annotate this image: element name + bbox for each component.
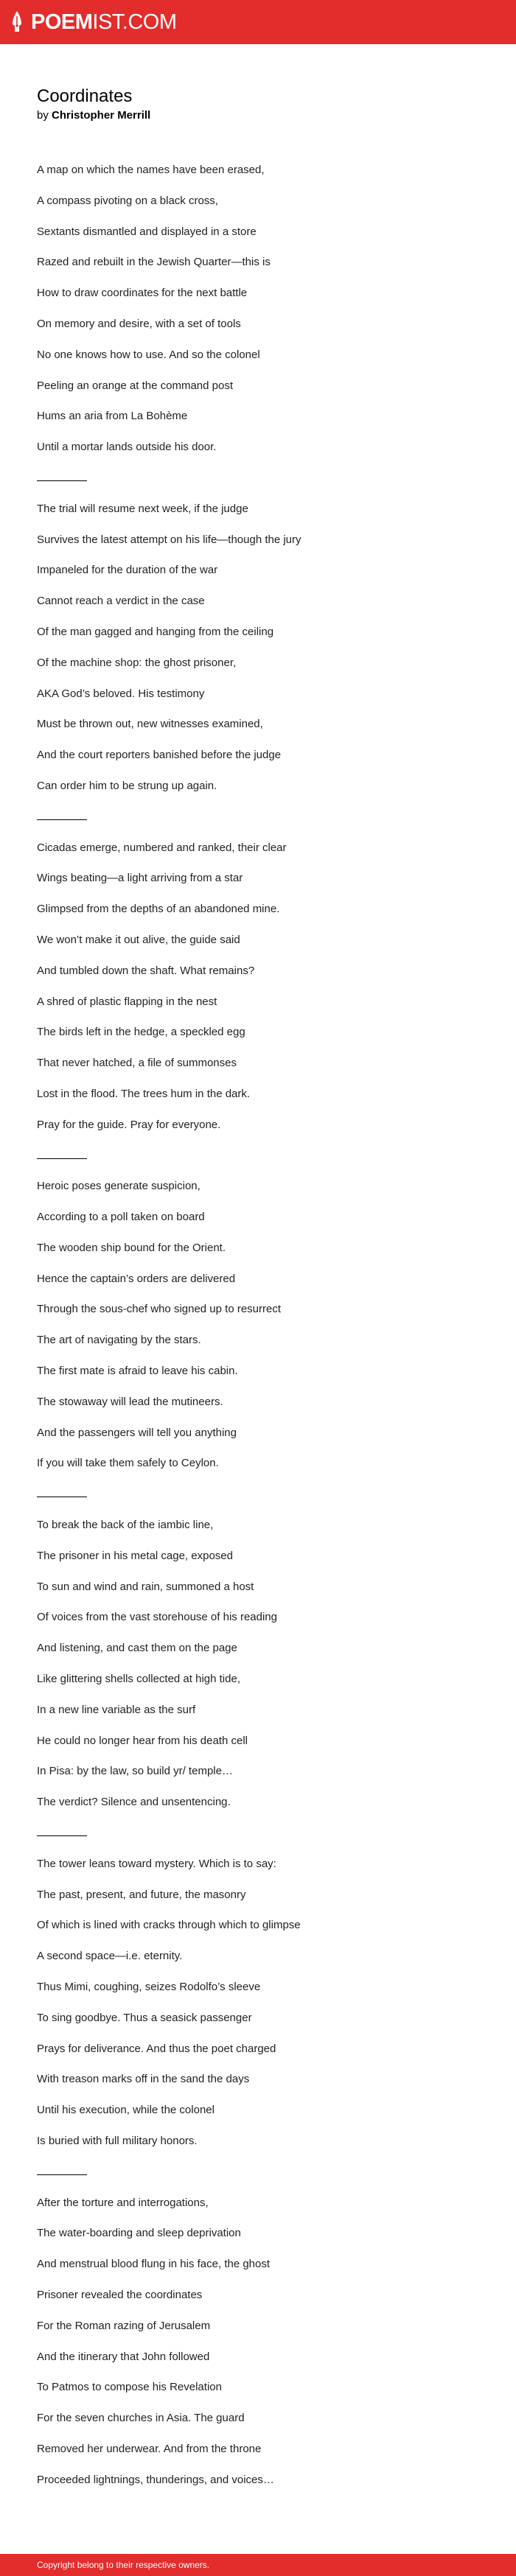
stanza-divider [37, 1479, 494, 1510]
poem-line: The prisoner in his metal cage, exposed [37, 1549, 233, 1562]
stanza-divider-rule [37, 2174, 87, 2175]
stanza-divider [37, 802, 494, 833]
stanza-divider-rule [37, 819, 87, 820]
poem-line: Removed her underwear. And from the throne [37, 2442, 262, 2455]
poem-line: According to a poll taken on board [37, 1211, 205, 1224]
author-name[interactable]: Christopher Merrill [52, 109, 151, 122]
site-logo[interactable] [9, 10, 177, 34]
copyright-text: Copyright belong to their respective owners. [37, 2560, 210, 2570]
poem-line: Hums an aria from La Bohème [37, 410, 188, 423]
poem-line: Cannot reach a verdict in the case [37, 595, 205, 608]
poem-line: Until his execution, while the colonel [37, 2104, 215, 2117]
poem-line: And the passengers will tell you anything [37, 1426, 237, 1439]
poem-line: Of which is lined with cracks through which to glimpse [37, 1919, 301, 1932]
poem-line: Cicadas emerge, numbered and ranked, their clear [37, 841, 287, 854]
poem-line: Must be thrown out, new witnesses examined, [37, 718, 263, 731]
poem-line: After the torture and interrogations, [37, 2196, 209, 2209]
poem-line: And the court reporters banished before the judge [37, 749, 282, 762]
byline-prefix: by [37, 109, 52, 122]
logo-text-light: IST.COM [92, 10, 177, 34]
poem-line: Peeling an orange at the command post [37, 379, 234, 392]
poem-byline [37, 108, 479, 123]
poem-line: Razed and rebuilt in the Jewish Quarter—this is [37, 256, 271, 269]
poem-line: Proceeded lightnings, thunderings, and voices… [37, 2473, 274, 2486]
quill-icon [9, 10, 25, 34]
poem-line: The tower leans toward mystery. Which is to say: [37, 1857, 276, 1870]
poem-line: The first mate is afraid to leave his cabin. [37, 1365, 238, 1378]
poem-line: The wooden ship bound for the Orient. [37, 1241, 226, 1254]
poem-line: No one knows how to use. And so the colonel [37, 348, 260, 361]
poem-line: To sing goodbye. Thus a seasick passenger [37, 2011, 252, 2024]
poem-body [37, 155, 494, 2496]
poem-line: Sextants dismantled and displayed in a store [37, 225, 257, 238]
poem-line: Hence the captain’s orders are delivered [37, 1272, 236, 1285]
poem-line: Wings beating—a light arriving from a star [37, 872, 243, 885]
poem-line: Survives the latest attempt on his life—though the jury [37, 533, 301, 546]
poem-line: Impaneled for the duration of the war [37, 564, 218, 577]
poem-line: To Patmos to compose his Revelation [37, 2381, 222, 2394]
poem-line: Can order him to be strung up again. [37, 779, 217, 792]
stanza-divider [37, 1818, 494, 1849]
poem-line: He could no longer hear from his death cell [37, 1734, 248, 1747]
poem-line: And tumbled down the shaft. What remains? [37, 964, 255, 977]
poem-line: If you will take them safely to Ceylon. [37, 1457, 219, 1470]
poem-line: And menstrual blood flung in his face, the ghost [37, 2258, 271, 2271]
poem-line: The verdict? Silence and unsentencing. [37, 1796, 231, 1809]
site-logo-text [31, 10, 177, 34]
poem-line: Like glittering shells collected at high tide, [37, 1673, 240, 1686]
poem-line: A second space—i.e. eternity. [37, 1950, 183, 1963]
poem-line: To sun and wind and rain, summoned a host [37, 1580, 254, 1593]
poem-line: The art of navigating by the stars. [37, 1334, 201, 1347]
poem-line: Is buried with full military honors. [37, 2135, 198, 2147]
poem-line: With treason marks off in the sand the days [37, 2073, 250, 2086]
poem-line: For the Roman razing of Jerusalem [37, 2319, 211, 2332]
poem-line: Until a mortar lands outside his door. [37, 441, 217, 454]
poem-line: For the seven churches in Asia. The guard [37, 2412, 245, 2425]
site-footer [0, 2554, 516, 2576]
poem-line: That never hatched, a file of summonses [37, 1057, 237, 1070]
poem-line: The past, present, and future, the masonry [37, 1888, 246, 1901]
poem-line: Through the sous-chef who signed up to resurrect [37, 1303, 282, 1316]
stanza-divider-rule [37, 1835, 87, 1836]
poem-line: How to draw coordinates for the next battle [37, 287, 248, 300]
poem-title: Coordinates [37, 86, 133, 106]
poem-line: The birds left in the hedge, a speckled egg [37, 1026, 245, 1039]
poem-line: The stowaway will lead the mutineers. [37, 1395, 223, 1408]
poem-line: A compass pivoting on a black cross, [37, 194, 218, 207]
poem-line: A shred of plastic flapping in the nest [37, 995, 217, 1008]
poem-line: To break the back of the iambic line, [37, 1519, 214, 1532]
poem-line: And the itinerary that John followed [37, 2350, 210, 2363]
poem-line: Pray for the guide. Pray for everyone. [37, 1118, 221, 1131]
site-header [0, 0, 516, 44]
stanza-divider-rule [37, 480, 87, 481]
poem-line: Prisoner revealed the coordinates [37, 2288, 203, 2301]
poem-line: Thus Mimi, coughing, seizes Rodolfo’s sleeve [37, 1981, 261, 1994]
poem-line: The trial will resume next week, if the judge [37, 502, 248, 515]
stanza-divider [37, 463, 494, 494]
poem-line: A map on which the names have been erased, [37, 164, 265, 176]
poem-line: In a new line variable as the surf [37, 1703, 196, 1716]
poem-line: Of the machine shop: the ghost prisoner, [37, 656, 237, 669]
stanza-divider-rule [37, 1158, 87, 1159]
stanza-divider [37, 2157, 494, 2188]
poem-line: AKA God’s beloved. His testimony [37, 687, 205, 700]
poem-line: In Pisa: by the law, so build yr/ temple… [37, 1765, 233, 1778]
poem-line: On memory and desire, with a set of tools [37, 317, 241, 330]
poem-line: Of the man gagged and hanging from the ceiling [37, 625, 274, 638]
poem-line: Prays for deliverance. And thus the poet charged [37, 2042, 276, 2055]
poem-line: The water-boarding and sleep deprivation [37, 2227, 241, 2240]
stanza-divider [37, 1141, 494, 1172]
poem-line: Lost in the flood. The trees hum in the dark. [37, 1087, 251, 1100]
poem-line: Glimpsed from the depths of an abandoned mine. [37, 903, 280, 916]
poem-line: Heroic poses generate suspicion, [37, 1180, 201, 1193]
logo-text-bold: POEM [31, 10, 93, 34]
poem-line: And listening, and cast them on the page [37, 1642, 237, 1655]
poem-line: Of voices from the vast storehouse of his reading [37, 1611, 277, 1624]
poem-line: We won’t make it out alive, the guide said [37, 933, 240, 946]
poem-header [37, 85, 479, 123]
